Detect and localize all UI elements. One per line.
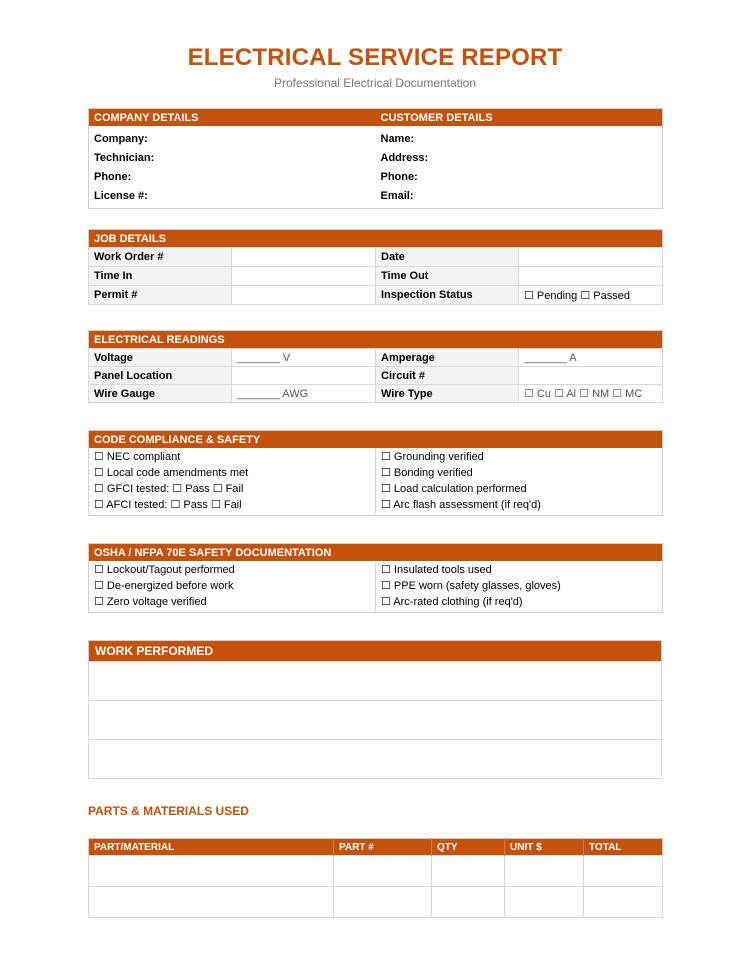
column-header: PART/MATERIAL — [89, 839, 334, 856]
table-row — [89, 367, 663, 385]
work-performed-heading: WORK PERFORMED — [89, 641, 662, 662]
job-details-table — [88, 229, 663, 305]
company-customer-table — [88, 108, 663, 209]
column-header: UNIT $ — [505, 839, 584, 856]
panel-location-field[interactable] — [232, 367, 376, 385]
checklist-item[interactable]: ☐ Local code amendments met — [89, 464, 376, 480]
osha-safety-heading: OSHA / NFPA 70E SAFETY DOCUMENTATION — [89, 544, 663, 562]
voltage-field[interactable]: _______ V — [232, 349, 376, 367]
customer-details-heading: CUSTOMER DETAILS — [376, 109, 663, 127]
checklist-item[interactable]: ☐ Bonding verified — [381, 466, 473, 479]
company-details-heading: COMPANY DETAILS — [89, 109, 376, 127]
parts-cell[interactable] — [432, 856, 505, 887]
customer-phone-field[interactable]: Phone: — [380, 170, 418, 183]
checklist-item[interactable]: ☐ AFCI tested: ☐ Pass ☐ Fail — [89, 496, 376, 512]
electrical-readings-heading: ELECTRICAL READINGS — [89, 331, 663, 349]
table-row — [89, 286, 663, 305]
work-performed-line[interactable] — [89, 740, 662, 779]
job-value-cell[interactable] — [232, 267, 376, 286]
parts-cell[interactable] — [89, 887, 334, 918]
wire-type-options[interactable]: ☐ Cu ☐ Al ☐ NM ☐ MC — [519, 385, 663, 403]
reading-label: Panel Location — [89, 367, 232, 385]
electrical-readings-table — [88, 330, 663, 403]
parts-cell[interactable] — [505, 887, 584, 918]
wire-gauge-field[interactable]: _______ AWG — [232, 385, 376, 403]
company-field[interactable]: Company: — [94, 132, 148, 145]
parts-cell[interactable] — [505, 856, 584, 887]
code-compliance-table — [88, 430, 663, 516]
reading-label: Voltage — [89, 349, 232, 367]
job-label: Time Out — [376, 267, 519, 286]
checklist-item[interactable]: ☐ Arc flash assessment (if req'd) — [381, 498, 541, 511]
job-label: Permit # — [89, 286, 232, 305]
job-value-cell[interactable] — [519, 267, 663, 286]
job-value-cell[interactable] — [232, 286, 376, 305]
osha-safety-table — [88, 543, 663, 613]
job-value-cell[interactable] — [232, 248, 376, 267]
parts-cell[interactable] — [334, 887, 432, 918]
parts-cell[interactable] — [584, 887, 663, 918]
technician-field[interactable]: Technician: — [94, 151, 155, 164]
table-row — [89, 248, 663, 267]
work-performed-table — [88, 640, 662, 779]
reading-label: Wire Type — [376, 385, 519, 403]
customer-address-field[interactable]: Address: — [380, 151, 429, 164]
checklist-item[interactable]: ☐ GFCI tested: ☐ Pass ☐ Fail — [89, 480, 376, 496]
table-row — [89, 887, 663, 918]
job-label: Date — [376, 248, 519, 267]
code-compliance-heading: CODE COMPLIANCE & SAFETY — [89, 431, 663, 449]
job-label: Inspection Status — [376, 286, 519, 305]
job-details-heading: JOB DETAILS — [89, 230, 663, 248]
table-row — [89, 385, 663, 403]
reading-label: Amperage — [376, 349, 519, 367]
table-row — [89, 856, 663, 887]
parts-section-title: PARTS & MATERIALS USED — [88, 804, 249, 818]
parts-cell[interactable] — [432, 887, 505, 918]
parts-cell[interactable] — [89, 856, 334, 887]
checklist-item[interactable]: ☐ Zero voltage verified — [89, 593, 376, 609]
customer-name-field[interactable]: Name: — [380, 132, 415, 145]
table-row — [89, 349, 663, 367]
checklist-item[interactable]: ☐ Grounding verified — [381, 450, 484, 463]
page-subtitle: Professional Electrical Documentation — [273, 76, 477, 90]
column-header: QTY — [432, 839, 505, 856]
license-field[interactable]: License #: — [94, 189, 148, 202]
company-phone-field[interactable]: Phone: — [94, 170, 132, 183]
checklist-item[interactable]: ☐ NEC compliant — [89, 448, 376, 464]
page-title: ELECTRICAL SERVICE REPORT — [187, 44, 563, 71]
checklist-item[interactable]: ☐ PPE worn (safety glasses, gloves) — [381, 579, 561, 592]
checklist-item[interactable]: ☐ De-energized before work — [89, 577, 376, 593]
checklist-item[interactable]: ☐ Insulated tools used — [381, 563, 492, 576]
amperage-field[interactable]: _______ A — [519, 349, 663, 367]
checklist-item[interactable]: ☐ Lockout/Tagout performed — [89, 561, 376, 577]
work-performed-line[interactable] — [89, 701, 662, 740]
checklist-item[interactable]: ☐ Arc-rated clothing (if req'd) — [381, 595, 523, 608]
job-value-cell[interactable] — [519, 248, 663, 267]
parts-cell[interactable] — [584, 856, 663, 887]
column-header: PART # — [334, 839, 432, 856]
circuit-field[interactable] — [519, 367, 663, 385]
reading-label: Wire Gauge — [89, 385, 232, 403]
parts-cell[interactable] — [334, 856, 432, 887]
inspection-status-options[interactable]: ☐ Pending ☐ Passed — [519, 286, 663, 305]
work-performed-line[interactable] — [89, 662, 662, 701]
job-label: Work Order # — [89, 248, 232, 267]
reading-label: Circuit # — [376, 367, 519, 385]
customer-email-field[interactable]: Email: — [380, 189, 414, 202]
job-label: Time In — [89, 267, 232, 286]
parts-table — [88, 838, 663, 918]
checklist-item[interactable]: ☐ Load calculation performed — [381, 482, 527, 495]
column-header: TOTAL — [584, 839, 663, 856]
table-row — [89, 267, 663, 286]
